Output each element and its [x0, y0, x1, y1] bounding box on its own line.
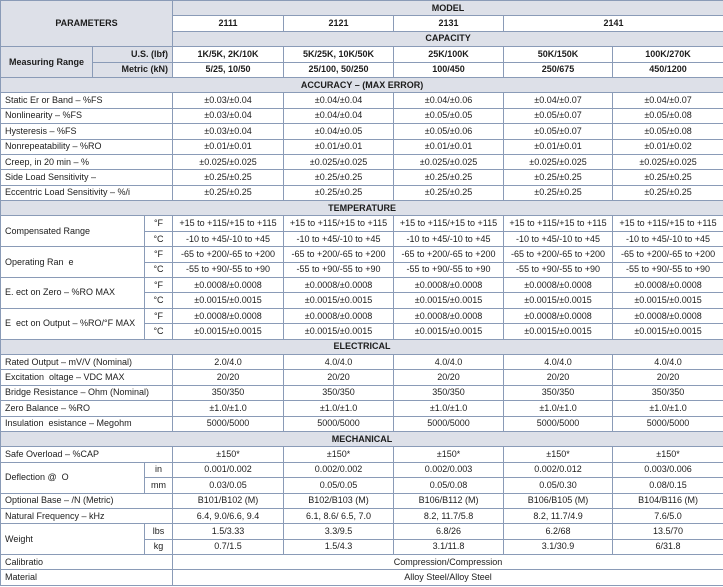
value-cell: -10 to +45/-10 to +45: [504, 231, 613, 246]
param-row: [1, 185, 723, 200]
value-cell: 0.03/0.05: [173, 478, 284, 493]
value-cell: ±0.0008/±0.0008: [504, 278, 613, 293]
model-number: 2131: [394, 16, 504, 31]
section-header-row: [1, 339, 723, 354]
value-cell: ±1.0/±1.0: [504, 401, 613, 416]
value-cell: ±0.03/±0.04: [173, 108, 284, 123]
section-header: ACCURACY – (MAX ERROR): [1, 77, 723, 92]
param-label: Optional Base – /N (Metric): [1, 493, 173, 508]
value-cell: ±150*: [613, 447, 723, 462]
value-cell: ±0.04/±0.07: [504, 93, 613, 108]
value-cell: ±0.03/±0.04: [173, 93, 284, 108]
value-cell: ±0.04/±0.07: [613, 93, 723, 108]
value-cell: 7.6/5.0: [613, 508, 723, 523]
value-cell: ±0.0015/±0.0015: [394, 324, 504, 339]
value-cell: ±0.25/±0.25: [613, 170, 723, 185]
value-cell: ±0.05/±0.06: [394, 124, 504, 139]
value-cell: ±0.025/±0.025: [613, 154, 723, 169]
param-label: Eccentric Load Sensitivity – %/i: [1, 185, 173, 200]
value-cell: 6.2/68: [504, 524, 613, 539]
param-label: Weight: [1, 524, 145, 555]
capacity-value: 5/25, 10/50: [173, 62, 284, 77]
measuring-range-row: [1, 47, 723, 62]
value-cell: 0.05/0.08: [394, 478, 504, 493]
param-label: Insulation esistance – Megohm: [1, 416, 173, 431]
measuring-range-row: [1, 62, 723, 77]
value-cell: ±0.0015/±0.0015: [394, 293, 504, 308]
value-cell: B106/B112 (M): [394, 493, 504, 508]
param-row: [1, 508, 723, 523]
value-cell: +15 to +115/+15 to +115: [394, 216, 504, 231]
value-cell: 5000/5000: [613, 416, 723, 431]
section-header-row: [1, 201, 723, 216]
capacity-value: 450/1200: [613, 62, 723, 77]
param-label: Bridge Resistance – Ohm (Nominal): [1, 385, 173, 400]
capacity-value: 5K/25K, 10K/50K: [284, 47, 394, 62]
param-row: [1, 154, 723, 169]
value-cell: -65 to +200/-65 to +200: [613, 247, 723, 262]
value-cell: ±0.04/±0.05: [284, 124, 394, 139]
value-cell: -65 to +200/-65 to +200: [173, 247, 284, 262]
value-cell: 5000/5000: [504, 416, 613, 431]
value-cell: ±1.0/±1.0: [394, 401, 504, 416]
value-cell: 350/350: [284, 385, 394, 400]
value-cell: ±0.0015/±0.0015: [284, 293, 394, 308]
param-label: Hysteresis – %FS: [1, 124, 173, 139]
value-cell: -10 to +45/-10 to +45: [394, 231, 504, 246]
value-cell: -55 to +90/-55 to +90: [394, 262, 504, 277]
param-row: [1, 139, 723, 154]
section-header: MECHANICAL: [1, 431, 723, 446]
value-cell: 0.05/0.05: [284, 478, 394, 493]
value-cell: ±0.0015/±0.0015: [504, 324, 613, 339]
value-cell: ±150*: [284, 447, 394, 462]
value-cell: 8.2, 11.7/5.8: [394, 508, 504, 523]
param-label: Compensated Range: [1, 216, 145, 247]
param-label: Rated Output – mV/V (Nominal): [1, 354, 173, 369]
value-cell: +15 to +115/+15 to +115: [173, 216, 284, 231]
value-cell: ±0.0008/±0.0008: [173, 278, 284, 293]
value-cell: -65 to +200/-65 to +200: [394, 247, 504, 262]
value-cell: B104/B116 (M): [613, 493, 723, 508]
value-cell: ±150*: [504, 447, 613, 462]
model-header: MODEL: [173, 1, 723, 16]
value-cell: -65 to +200/-65 to +200: [284, 247, 394, 262]
value-cell: 3.1/30.9: [504, 539, 613, 554]
value-cell: 8.2, 11.7/4.9: [504, 508, 613, 523]
value-cell: 0.002/0.002: [284, 462, 394, 477]
value-cell: ±0.025/±0.025: [394, 154, 504, 169]
param-row: [1, 570, 723, 585]
param-row: [1, 247, 723, 262]
value-cell: -65 to +200/-65 to +200: [504, 247, 613, 262]
value-cell: ±0.01/±0.01: [173, 139, 284, 154]
section-header: TEMPERATURE: [1, 201, 723, 216]
param-label: Material: [1, 570, 173, 585]
capacity-header: CAPACITY: [173, 31, 723, 46]
section-header: ELECTRICAL: [1, 339, 723, 354]
value-cell: 0.002/0.003: [394, 462, 504, 477]
param-row: [1, 524, 723, 539]
value-cell: 0.08/0.15: [613, 478, 723, 493]
value-cell: 4.0/4.0: [394, 354, 504, 369]
param-label: Static Er or Band – %FS: [1, 93, 173, 108]
value-cell: +15 to +115/+15 to +115: [284, 216, 394, 231]
value-cell: ±0.25/±0.25: [394, 170, 504, 185]
model-number: 2111: [173, 16, 284, 31]
param-row: [1, 493, 723, 508]
capacity-value: 100K/270K: [613, 47, 723, 62]
value-cell: 3.3/9.5: [284, 524, 394, 539]
value-cell: ±0.25/±0.25: [504, 185, 613, 200]
value-cell: ±0.0015/±0.0015: [173, 293, 284, 308]
value-cell: 2.0/4.0: [173, 354, 284, 369]
value-cell: 0.001/0.002: [173, 462, 284, 477]
value-cell: 20/20: [284, 370, 394, 385]
unit-cell: °F: [145, 308, 173, 323]
value-cell: ±150*: [173, 447, 284, 462]
value-cell: B101/B102 (M): [173, 493, 284, 508]
param-row: [1, 385, 723, 400]
param-row: [1, 124, 723, 139]
value-cell: ±0.04/±0.04: [284, 93, 394, 108]
unit-cell: °C: [145, 324, 173, 339]
value-cell: ±0.05/±0.08: [613, 108, 723, 123]
param-label: E ect on Output – %RO/°F MAX: [1, 308, 145, 339]
value-cell: ±0.0015/±0.0015: [504, 293, 613, 308]
value-cell: ±150*: [394, 447, 504, 462]
param-row: [1, 462, 723, 477]
model-number: 2121: [284, 16, 394, 31]
param-row: [1, 108, 723, 123]
value-cell: ±0.0015/±0.0015: [613, 293, 723, 308]
value-cell: ±0.01/±0.01: [284, 139, 394, 154]
unit-label: Metric (kN): [93, 62, 173, 77]
value-cell: ±0.0008/±0.0008: [613, 278, 723, 293]
unit-cell: °C: [145, 262, 173, 277]
value-cell: ±0.05/±0.05: [394, 108, 504, 123]
value-cell: ±0.04/±0.06: [394, 93, 504, 108]
value-cell: -10 to +45/-10 to +45: [173, 231, 284, 246]
value-cell: 20/20: [173, 370, 284, 385]
value-cell: -10 to +45/-10 to +45: [284, 231, 394, 246]
value-cell: 6.1, 8.6/ 6.5, 7.0: [284, 508, 394, 523]
value-cell: ±0.25/±0.25: [173, 170, 284, 185]
parameters-header: PARAMETERS: [1, 1, 173, 47]
value-cell: 5000/5000: [284, 416, 394, 431]
value-cell: 20/20: [613, 370, 723, 385]
value-cell: ±0.0008/±0.0008: [284, 308, 394, 323]
param-label: Operating Ran e: [1, 247, 145, 278]
value-cell: 0.002/0.012: [504, 462, 613, 477]
capacity-value: 1K/5K, 2K/10K: [173, 47, 284, 62]
value-cell: -10 to +45/-10 to +45: [613, 231, 723, 246]
value-cell: ±0.025/±0.025: [173, 154, 284, 169]
value-cell: ±0.025/±0.025: [504, 154, 613, 169]
value-cell: ±0.0008/±0.0008: [504, 308, 613, 323]
value-cell: ±0.25/±0.25: [504, 170, 613, 185]
unit-label: U.S. (lbf): [93, 47, 173, 62]
value-cell: 0.003/0.006: [613, 462, 723, 477]
value-cell: ±0.0015/±0.0015: [613, 324, 723, 339]
value-cell: 5000/5000: [394, 416, 504, 431]
capacity-value: 50K/150K: [504, 47, 613, 62]
capacity-value: 25K/100K: [394, 47, 504, 62]
param-row: [1, 354, 723, 369]
param-row: [1, 308, 723, 323]
value-cell: ±0.0015/±0.0015: [284, 324, 394, 339]
value-cell: 0.05/0.30: [504, 478, 613, 493]
value-cell: -55 to +90/-55 to +90: [284, 262, 394, 277]
value-cell: 5000/5000: [173, 416, 284, 431]
param-row: [1, 447, 723, 462]
unit-cell: mm: [145, 478, 173, 493]
capacity-value: 25/100, 50/250: [284, 62, 394, 77]
value-cell: ±0.0008/±0.0008: [173, 308, 284, 323]
value-cell: +15 to +115/+15 to +115: [613, 216, 723, 231]
value-cell: ±0.03/±0.04: [173, 124, 284, 139]
value-cell: ±0.25/±0.25: [284, 170, 394, 185]
param-label: Natural Frequency – kHz: [1, 508, 173, 523]
value-cell: ±0.01/±0.01: [394, 139, 504, 154]
param-row: [1, 401, 723, 416]
unit-cell: °F: [145, 247, 173, 262]
unit-cell: lbs: [145, 524, 173, 539]
param-row: [1, 93, 723, 108]
value-cell: ±0.25/±0.25: [394, 185, 504, 200]
value-cell: ±1.0/±1.0: [173, 401, 284, 416]
value-cell: 1.5/4.3: [284, 539, 394, 554]
param-row: [1, 370, 723, 385]
value-cell: ±0.05/±0.07: [504, 124, 613, 139]
value-cell: 20/20: [504, 370, 613, 385]
value-cell: ±0.025/±0.025: [284, 154, 394, 169]
value-cell: -55 to +90/-55 to +90: [613, 262, 723, 277]
measuring-range-label: Measuring Range: [1, 47, 93, 78]
value-cell: -55 to +90/-55 to +90: [504, 262, 613, 277]
value-cell: 4.0/4.0: [284, 354, 394, 369]
unit-cell: °F: [145, 216, 173, 231]
unit-cell: °C: [145, 231, 173, 246]
value-cell: ±0.0008/±0.0008: [613, 308, 723, 323]
section-header-row: [1, 77, 723, 92]
value-cell: ±0.01/±0.01: [504, 139, 613, 154]
value-cell: ±1.0/±1.0: [613, 401, 723, 416]
param-label: Safe Overload – %CAP: [1, 447, 173, 462]
param-label: Creep, in 20 min – %: [1, 154, 173, 169]
value-cell: ±0.25/±0.25: [613, 185, 723, 200]
unit-cell: °F: [145, 278, 173, 293]
param-row: [1, 555, 723, 570]
model-header-row: [1, 1, 723, 16]
param-row: [1, 278, 723, 293]
value-cell: ±0.04/±0.04: [284, 108, 394, 123]
param-label: Calibratio: [1, 555, 173, 570]
value-cell: ±0.05/±0.08: [613, 124, 723, 139]
param-label: Side Load Sensitivity –: [1, 170, 173, 185]
value-cell: 13.5/70: [613, 524, 723, 539]
value-cell: Alloy Steel/Alloy Steel: [173, 570, 723, 585]
value-cell: ±0.0008/±0.0008: [284, 278, 394, 293]
param-row: [1, 416, 723, 431]
value-cell: ±0.05/±0.07: [504, 108, 613, 123]
value-cell: 0.7/1.5: [173, 539, 284, 554]
value-cell: 6.8/26: [394, 524, 504, 539]
value-cell: B102/B103 (M): [284, 493, 394, 508]
capacity-value: 250/675: [504, 62, 613, 77]
value-cell: 4.0/4.0: [613, 354, 723, 369]
capacity-value: 100/450: [394, 62, 504, 77]
param-row: [1, 170, 723, 185]
value-cell: 6/31.8: [613, 539, 723, 554]
value-cell: 4.0/4.0: [504, 354, 613, 369]
param-row: [1, 216, 723, 231]
value-cell: 350/350: [613, 385, 723, 400]
model-number: 2141: [504, 16, 723, 31]
param-label: E. ect on Zero – %RO MAX: [1, 278, 145, 309]
value-cell: 3.1/11.8: [394, 539, 504, 554]
value-cell: 20/20: [394, 370, 504, 385]
param-label: Nonrepeatability – %RO: [1, 139, 173, 154]
spec-table-body: [1, 1, 723, 586]
value-cell: ±0.0008/±0.0008: [394, 308, 504, 323]
value-cell: 350/350: [504, 385, 613, 400]
value-cell: B106/B105 (M): [504, 493, 613, 508]
param-label: Excitation oltage – VDC MAX: [1, 370, 173, 385]
unit-cell: kg: [145, 539, 173, 554]
value-cell: ±0.0015/±0.0015: [173, 324, 284, 339]
value-cell: 6.4, 9.0/6.6, 9.4: [173, 508, 284, 523]
value-cell: Compression/Compression: [173, 555, 723, 570]
value-cell: 350/350: [394, 385, 504, 400]
unit-cell: °C: [145, 293, 173, 308]
value-cell: +15 to +115/+15 to +115: [504, 216, 613, 231]
param-label: Zero Balance – %RO: [1, 401, 173, 416]
value-cell: 350/350: [173, 385, 284, 400]
value-cell: ±0.0008/±0.0008: [394, 278, 504, 293]
value-cell: ±0.01/±0.02: [613, 139, 723, 154]
param-label: Deflection @ O: [1, 462, 145, 493]
value-cell: ±1.0/±1.0: [284, 401, 394, 416]
value-cell: -55 to +90/-55 to +90: [173, 262, 284, 277]
unit-cell: in: [145, 462, 173, 477]
section-header-row: [1, 431, 723, 446]
param-label: Nonlinearity – %FS: [1, 108, 173, 123]
value-cell: 1.5/3.33: [173, 524, 284, 539]
value-cell: ±0.25/±0.25: [284, 185, 394, 200]
value-cell: ±0.25/±0.25: [173, 185, 284, 200]
